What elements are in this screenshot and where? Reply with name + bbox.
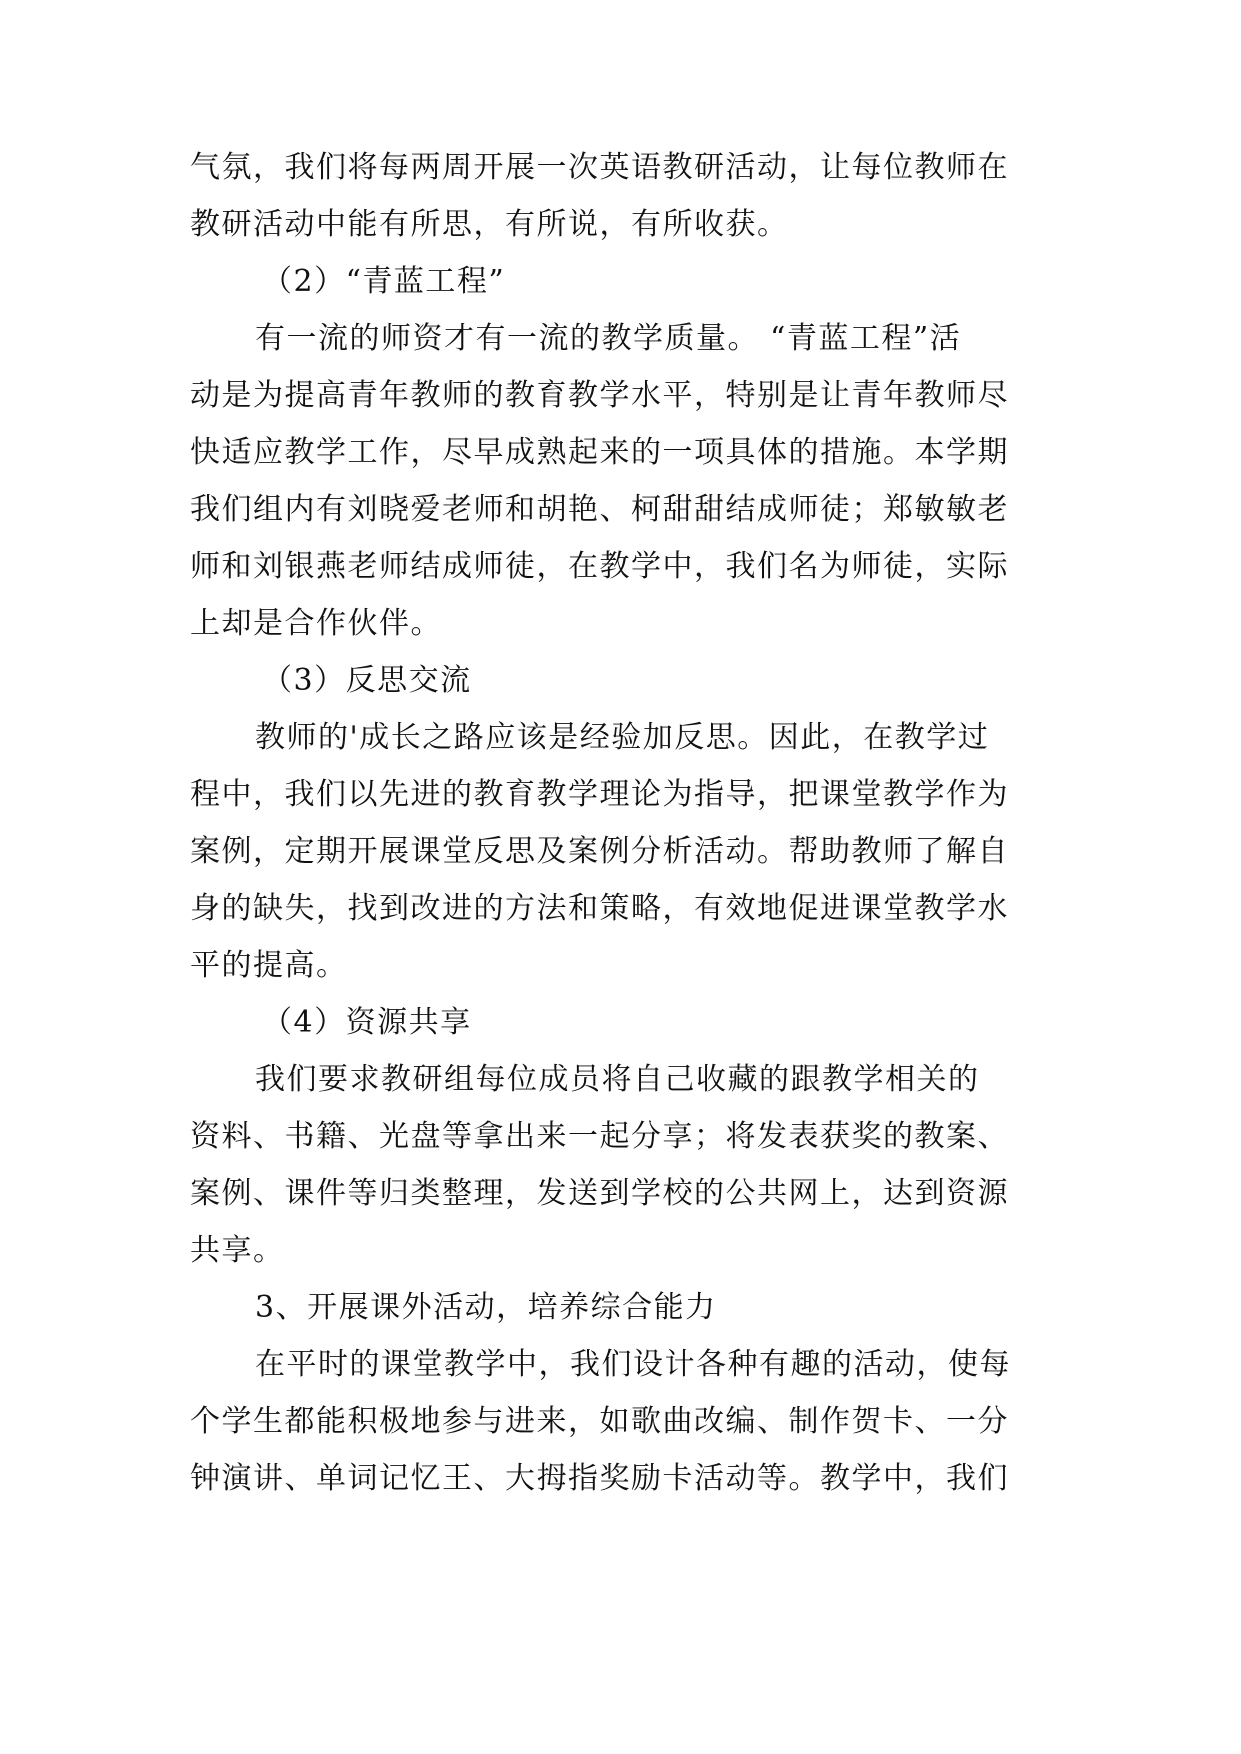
text-line: 平的提高。	[190, 948, 348, 983]
text-line: 钟演讲、单词记忆王、大拇指奖励卡活动等。教学中，我们	[190, 1461, 1009, 1496]
text-line: 师和刘银燕老师结成师徒，在教学中，我们名为师徒，实际	[190, 549, 1009, 584]
text-line: 案例、课件等归类整理，发送到学校的公共网上，达到资源	[190, 1176, 1009, 1211]
text-line: 资料、书籍、光盘等拿出来一起分享；将发表获奖的教案、	[190, 1119, 1009, 1154]
section-heading: 3、开展课外活动，培养综合能力	[255, 1290, 717, 1325]
text-line: 我们要求教研组每位成员将自己收藏的跟教学相关的	[255, 1062, 980, 1097]
text-line: 教师的'成长之路应该是经验加反思。因此，在教学过	[255, 720, 990, 755]
text-line: 快适应教学工作，尽早成熟起来的一项具体的措施。本学期	[190, 435, 1009, 470]
text-line: 动是为提高青年教师的教育教学水平，特别是让青年教师尽	[190, 378, 1009, 413]
text-line: 案例，定期开展课堂反思及案例分析活动。帮助教师了解自	[190, 834, 1009, 869]
text-line: 气氛，我们将每两周开展一次英语教研活动，让每位教师在	[190, 150, 1009, 185]
text-line: 我们组内有刘晓爱老师和胡艳、柯甜甜结成师徒；郑敏敏老	[190, 492, 1009, 527]
text-line: 上却是合作伙伴。	[190, 606, 442, 641]
section-heading: （4）资源共享	[262, 1005, 472, 1040]
section-heading: （3）反思交流	[262, 663, 472, 698]
text-line: 在平时的课堂教学中，我们设计各种有趣的活动，使每	[255, 1347, 1011, 1382]
section-heading: （2）“青蓝工程”	[262, 264, 506, 299]
text-line: 个学生都能积极地参与进来，如歌曲改编、制作贺卡、一分	[190, 1404, 1009, 1439]
text-line: 有一流的师资才有一流的教学质量。 “青蓝工程”活	[255, 321, 962, 356]
text-line: 教研活动中能有所思，有所说，有所收获。	[190, 207, 789, 242]
text-line: 身的缺失，找到改进的方法和策略，有效地促进课堂教学水	[190, 891, 1009, 926]
text-line: 共享。	[190, 1233, 285, 1268]
text-line: 程中，我们以先进的教育教学理论为指导，把课堂教学作为	[190, 777, 1009, 812]
